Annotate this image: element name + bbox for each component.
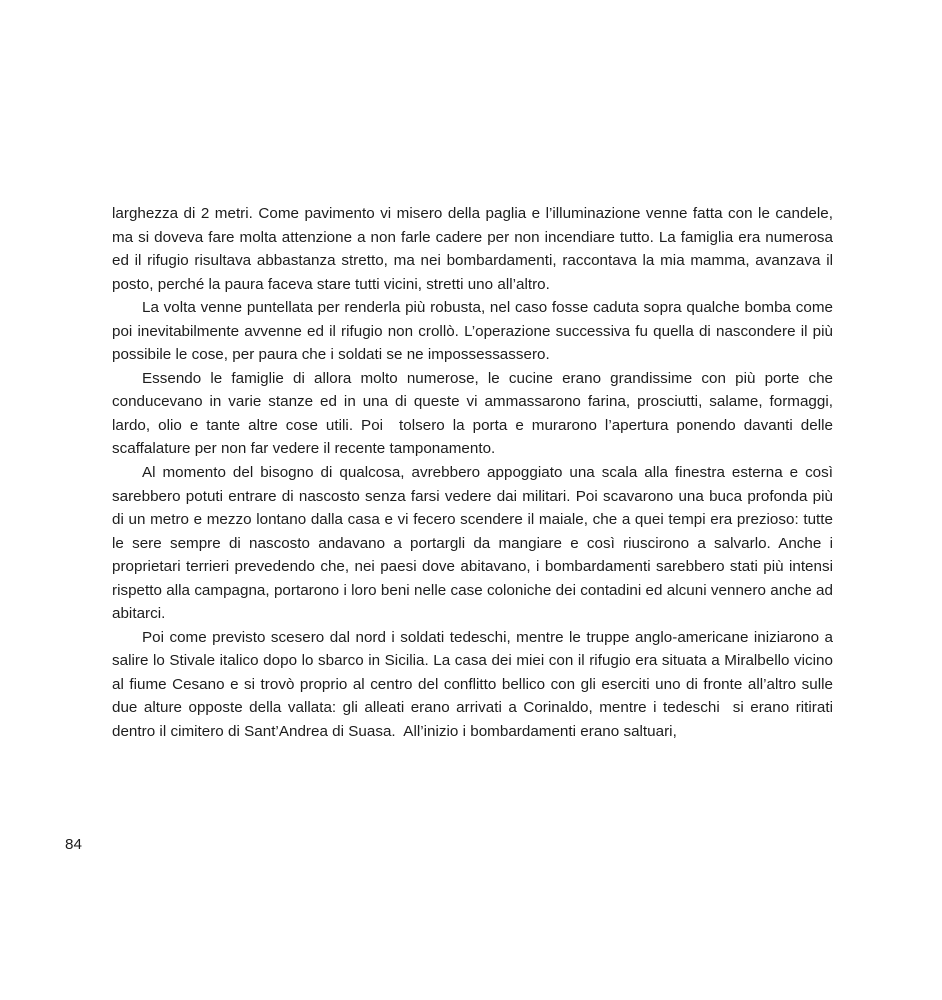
- paragraph-5: Poi come previsto scesero dal nord i soldati tedeschi, mentre le truppe anglo-americane iniziarono a salire lo Stivale italico dopo lo sbarco in Sicilia. La casa dei miei con il rifugio era situata a Miralbello vicino al fiume Cesano e si trovò proprio al centro del conflitto bellico con gli eserciti uno di fronte all’altro sulle due alture opposte della vallata: gli alleati erano arrivati a Corinaldo, mentre i tedeschi si erano ritirati dentro il cimitero di Sant’Andrea di Suasa. All’inizio i bombardamenti erano saltuari,: [112, 628, 838, 741]
- paragraph-1: larghezza di 2 metri. Come pavimento vi misero della paglia e l’illuminazione venne fatta con le candele, ma si doveva fare molta attenzione a non farle cadere per non incendiare tutto. La famiglia era numerosa ed il rifugio risultava abbastanza stretto, ma nei bombardamenti, raccontava la mia mamma, avanzava il posto, perché la paura faceva stare tutti vicini, stretti uno all’altro.: [112, 205, 838, 293]
- page-number: 84: [65, 836, 82, 853]
- paragraph-3: Essendo le famiglie di allora molto numerose, le cucine erano grandissime con più porte che conducevano in varie stanze ed in una di queste vi ammassarono farina, prosciutti, salame, formaggi, lardo, olio e tante altre cose utili. Poi tolsero la porta e murarono l’apertura ponendo davanti delle scaffalature per non far vedere il recente tamponamento.: [112, 369, 838, 458]
- body-text-column: [112, 202, 838, 744]
- paragraph-4: Al momento del bisogno di qualcosa, avrebbero appoggiato una scala alla finestra esterna e così sarebbero potuti entrare di nascosto senza farsi vedere dai militari. Poi scavarono una buca profonda più di un metro e mezzo lontano dalla casa e vi fecero scendere il maiale, che a quei tempi era prezioso: tutte le sere sempre di nascosto andavano a portargli da mangiare e così riuscirono a salvarlo. Anche i proprietari terrieri prevedendo che, nei paesi dove abitavano, i bombardamenti sarebbero stati più intensi rispetto alla campagna, portarono i loro beni nelle case coloniche dei contadini ed alcuni vennero anche ad abitarci.: [112, 464, 838, 623]
- paragraph-2: La volta venne puntellata per renderla più robusta, nel caso fosse caduta sopra qualche bomba come poi inevitabilmente avvenne ed il rifugio non crollò. L’operazione successiva fu quella di nascondere il più possibile le cose, per paura che i soldati se ne impossessassero.: [112, 299, 838, 364]
